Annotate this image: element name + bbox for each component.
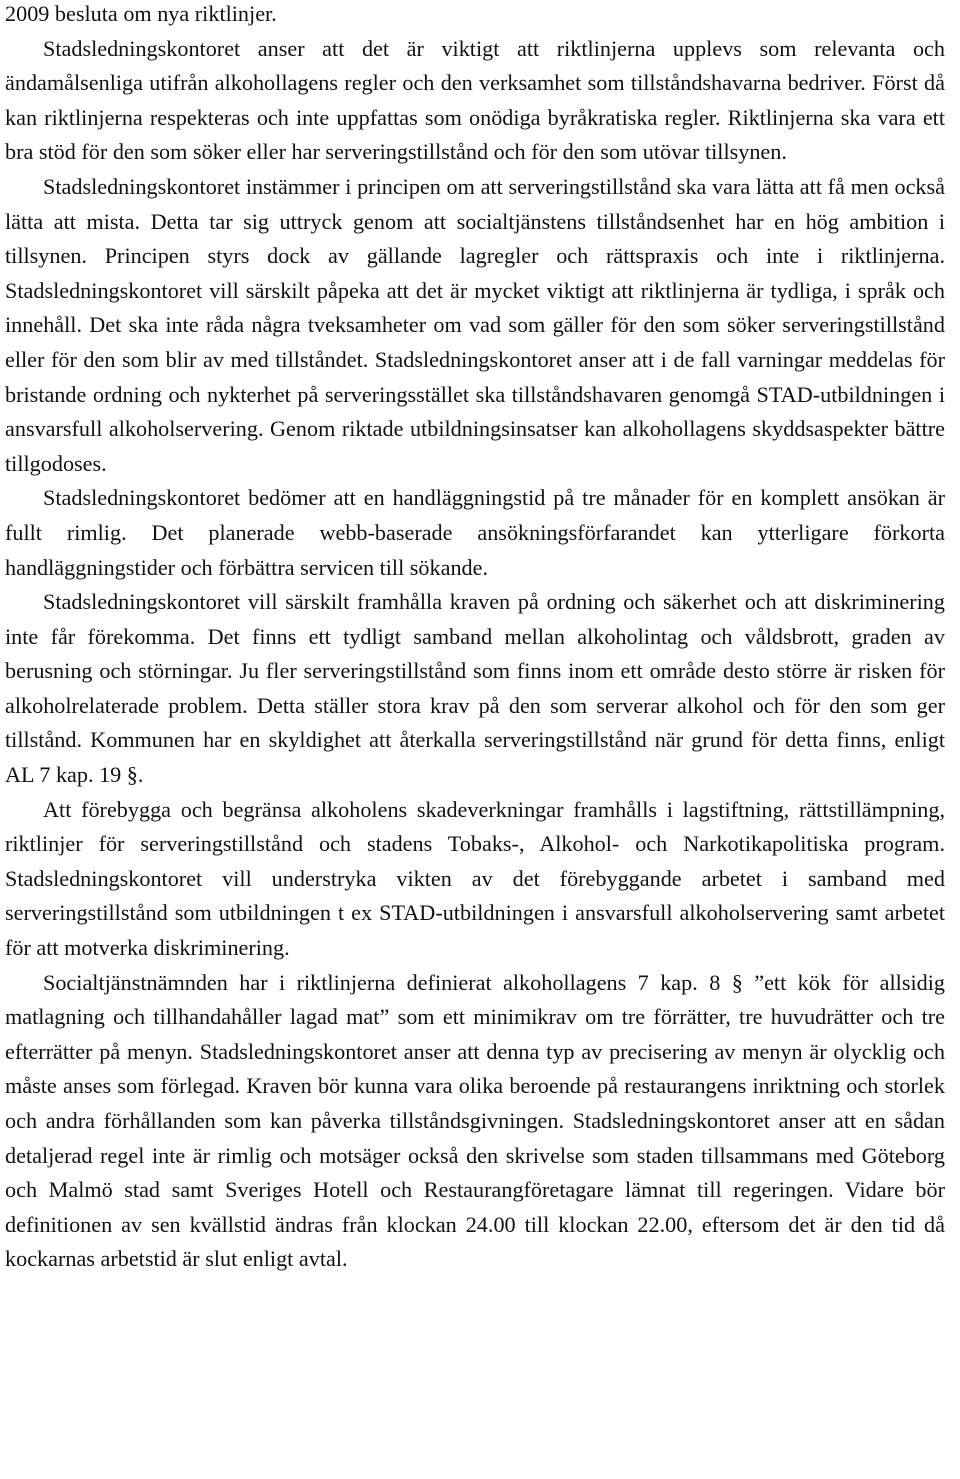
paragraph-prevention: Att förebygga och begränsa alkoholens skadeverkningar framhålls i lagstiftning, rättstillämpning, riktlinjer för serveringstillstånd och stadens Tobaks-, Alkohol- och Narkotikapolitiska program. Stadsledningskontoret vill understryka vikten av det förebyggande arbetet i samband med serveringstillstånd som utbildningen t ex STAD-utbildningen i ansvarsfull alkoholservering samt arbetet för att motverka diskriminering. xyxy=(5,796,945,961)
paragraph-processing-time: Stadsledningskontoret bedömer att en handläggningstid på tre månader för en komplett ansökan är fullt rimlig. Det planerade webb-baserade ansökningsförfarandet kan ytterligare förkorta handläggningstider och förbättra servicen till sökande. xyxy=(5,485,945,580)
paragraph-kitchen-requirement: Socialtjänstnämnden har i riktlinjerna definierat alkohollagens 7 kap. 8 § ”ett kök för allsidig matlagning och tillhandahåller lagad mat” som ett minimikrav om tre förrätter, tre huvudrätter och tre efterrätter på menyn. Stadsledningskontoret anser att denna typ av precisering av menyn är olycklig och måste anses som förlegad. Kraven bör kunna vara olika beroende på restaurangens inriktning och storlek och andra förhållanden som kan påverka tillståndsgivningen. Stadsledningskontoret anser att en sådan detaljerad regel inte är rimlig och motsäger också den skrivelse som staden tillsammans med Göteborg och Malmö stad samt Sveriges Hotell och Restaurangföretagare lämnat till regeringen. Vidare bör definitionen av sen kvällstid ändras från klockan 24.00 till klockan 22.00, eftersom det är den tid då kockarnas arbetstid är slut enligt avtal. xyxy=(5,969,945,1272)
document-body xyxy=(5,0,945,1277)
paragraph-order-safety: Stadsledningskontoret vill särskilt framhålla kraven på ordning och säkerhet och att diskriminering inte får förekomma. Det finns ett tydligt samband mellan alkoholintag och våldsbrott, graden av berusning och störningar. Ju fler serveringstillstånd som finns inom ett område desto större är risken för alkoholrelaterade problem. Detta ställer stora krav på den som serverar alkohol och för den som ger tillstånd. Kommunen har en skyldighet att återkalla serveringstillstånd när grund för detta finns, enligt AL 7 kap. 19 §. xyxy=(5,589,945,788)
paragraph-relevance: Stadsledningskontoret anser att det är viktigt att riktlinjerna upplevs som relevanta och ändamålsenliga utifrån alkohollagens regler och den verksamhet som tillståndshavarna bedriver. Först då kan riktlinjerna respekteras och inte uppfattas som onödiga byråkratiska regler. Riktlinjerna ska vara ett bra stöd för den som söker eller har serveringstillstånd och för den som utövar tillsynen. xyxy=(5,35,945,165)
paragraph-principle: Stadsledningskontoret instämmer i principen om att serveringstillstånd ska vara lätta att få men också lätta att mista. Detta tar sig uttryck genom att socialtjänstens tillståndsenhet har en hög ambition i tillsynen. Principen styrs dock av gällande lagregler och rättspraxis och inte i riktlinjerna. Stadsledningskontoret vill särskilt påpeka att det är mycket viktigt att riktlinjerna är tydliga, i språk och innehåll. Det ska inte råda några tveksamheter om vad som gäller för den som söker serveringstillstånd eller för den som blir av med tillståndet. Stadsledningskontoret anser att i de fall varningar meddelas för bristande ordning och nykterhet på serveringsstället ska tillståndshavaren genomgå STAD-utbildningen i ansvarsfull alkoholservering. Genom riktade utbildningsinsatser kan alkohollagens skyddsaspekter bättre tillgodoses. xyxy=(5,173,945,476)
paragraph-intro: 2009 besluta om nya riktlinjer. xyxy=(5,1,277,26)
